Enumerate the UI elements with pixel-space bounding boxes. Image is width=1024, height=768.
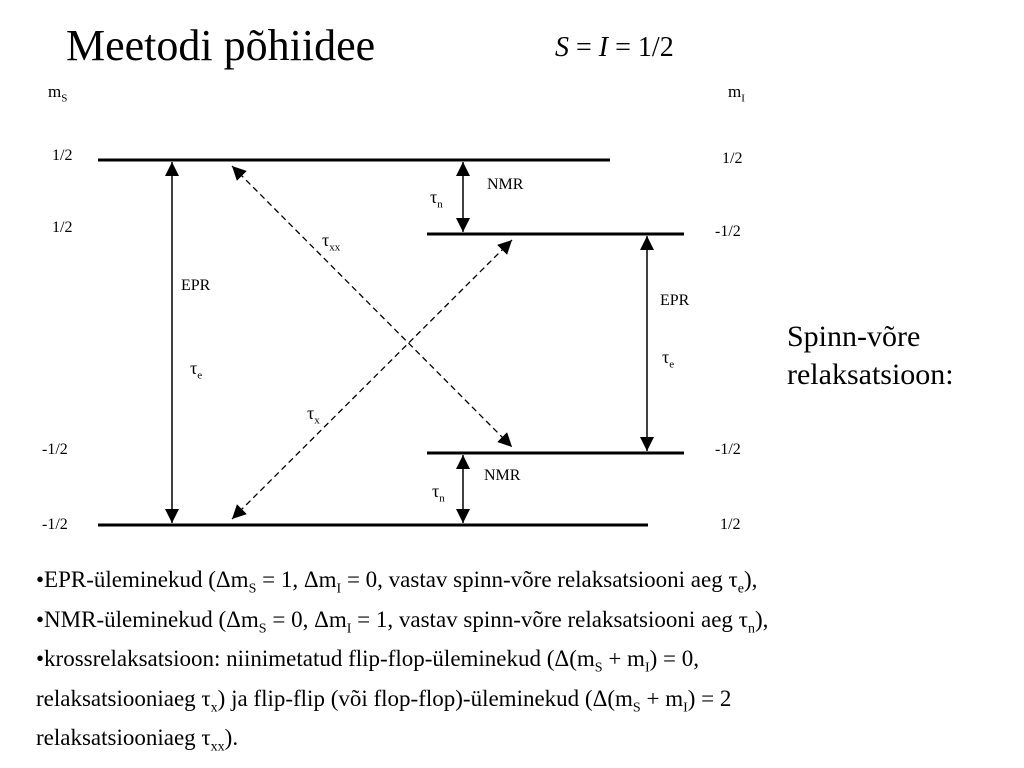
bullet-epr-sub-1: S — [248, 581, 257, 597]
formula-s: S — [555, 32, 569, 63]
tau-e-right-sub: e — [669, 358, 675, 371]
tau-e-left-label — [190, 358, 202, 386]
ms-axis-sub: S — [61, 92, 68, 105]
bullet-nmr-text-d: ), — [754, 606, 769, 632]
bullet-cross-sub-2: I — [644, 660, 650, 676]
bullet-nmr-text-b: = 0, Δm — [266, 606, 347, 632]
tau-e-right-label — [662, 347, 674, 375]
tau-n-bottom-symbol: τ — [432, 481, 440, 501]
bullet-epr-text-a: •EPR-üleminekud (Δm — [36, 567, 249, 592]
nmr-bottom-label: NMR — [484, 467, 521, 484]
bullet-cross-line-2-text-d: ) = 2 — [687, 685, 732, 711]
mi-level-1: 1/2 — [722, 150, 743, 167]
formula-i: I — [598, 32, 609, 63]
bullet-cross-sub-1: S — [594, 660, 603, 676]
bullet-epr-text-b: = 1, Δm — [256, 567, 337, 592]
formula-eq2: = 1/2 — [608, 32, 674, 63]
mi-level-4: 1/2 — [720, 516, 741, 533]
tau-xx-arrow — [232, 166, 512, 447]
bullet-epr-text-c: = 0, vastav spinn-võre relaksatsiooni aeg τ — [341, 567, 738, 592]
tau-xx-label — [322, 230, 340, 258]
tau-n-bottom-sub: n — [439, 492, 445, 505]
bullet-cross-line-3-sub-1: xx — [210, 739, 225, 755]
tau-n-bottom-label — [432, 481, 445, 509]
bullet-epr — [36, 565, 1006, 605]
ms-level-4: -1/2 — [42, 516, 68, 533]
bullet-epr-text-d: ), — [743, 567, 758, 592]
bullet-epr-sub-2: I — [336, 581, 342, 597]
spin-lattice-note — [787, 318, 954, 394]
mi-level-2: -1/2 — [715, 223, 741, 240]
mi-axis-m: m — [728, 82, 742, 101]
tau-x-sub: x — [314, 414, 320, 427]
bullet-cross-line-2-sub-3: I — [683, 700, 688, 716]
bullet-nmr-sub-2: I — [346, 621, 352, 637]
bullet-nmr-sub-3: n — [747, 621, 755, 637]
bullet-cross-line-2-text-b: ) ja flip-flip (või flop-flop)-üleminekud (Δ(m — [217, 685, 633, 711]
spin-lattice-note-line-2: relaksatsioon: — [787, 358, 954, 391]
tau-e-right-symbol: τ — [662, 347, 670, 367]
tau-xx-sub: xx — [329, 241, 341, 254]
bullet-cross-line-3-text-a: relaksatsiooniaeg τ — [36, 725, 211, 751]
bullet-cross-text-c: ) = 0, — [649, 646, 699, 672]
epr-right-label: EPR — [660, 292, 690, 309]
bullet-nmr-text-c: = 1, vastav spinn-võre relaksatsiooni aeg τ — [351, 606, 748, 632]
tau-xx-symbol: τ — [322, 230, 330, 250]
ms-level-1: 1/2 — [52, 147, 73, 164]
bullet-cross-line-3-text-b: ). — [224, 725, 239, 751]
bullet-list — [36, 565, 1006, 763]
bullet-nmr-text-a: •NMR-üleminekud (Δm — [36, 606, 259, 632]
bullet-cross-line-3 — [36, 723, 1006, 763]
spin-lattice-note-line-1: Spinn-võre — [787, 320, 921, 353]
bullet-cross-line-2-text-a: relaksatsiooniaeg τ — [36, 685, 211, 711]
bullet-epr-sub-3: e — [737, 581, 744, 597]
bullet-cross-text-b: + m — [602, 646, 645, 672]
bullet-cross-line-2-sub-1: x — [210, 700, 218, 716]
tau-x-symbol: τ — [307, 403, 315, 423]
epr-left-label: EPR — [181, 277, 211, 294]
formula-eq1: = — [569, 32, 599, 63]
tau-n-top-sub: n — [437, 198, 443, 211]
mi-level-3: -1/2 — [715, 441, 741, 458]
tau-e-left-symbol: τ — [190, 358, 198, 378]
bullet-nmr-sub-1: S — [258, 621, 267, 637]
tau-n-top-symbol: τ — [430, 187, 438, 207]
page-title: Meetodi põhiidee — [66, 21, 376, 70]
bullet-cross-line-2-text-c: + m — [640, 685, 684, 711]
ms-level-3: -1/2 — [42, 441, 68, 458]
bullet-cross-line-2-sub-2: S — [632, 700, 641, 716]
ms-level-2: 1/2 — [52, 219, 73, 236]
bullet-cross-line-2 — [36, 684, 1006, 724]
ms-axis-m: m — [48, 82, 62, 101]
bullet-cross-text-a: •krossrelaksatsioon: niinimetatud flip-flop-üleminekud (Δ(m — [36, 646, 595, 672]
mi-axis-sub: I — [741, 92, 745, 105]
nmr-top-label: NMR — [487, 176, 524, 193]
bullet-cross — [36, 644, 1006, 684]
tau-e-left-sub: e — [197, 369, 203, 382]
bullet-nmr — [36, 605, 1006, 645]
tau-x-arrow — [232, 240, 512, 519]
tau-n-top-label — [430, 187, 443, 215]
tau-x-label — [307, 403, 320, 431]
